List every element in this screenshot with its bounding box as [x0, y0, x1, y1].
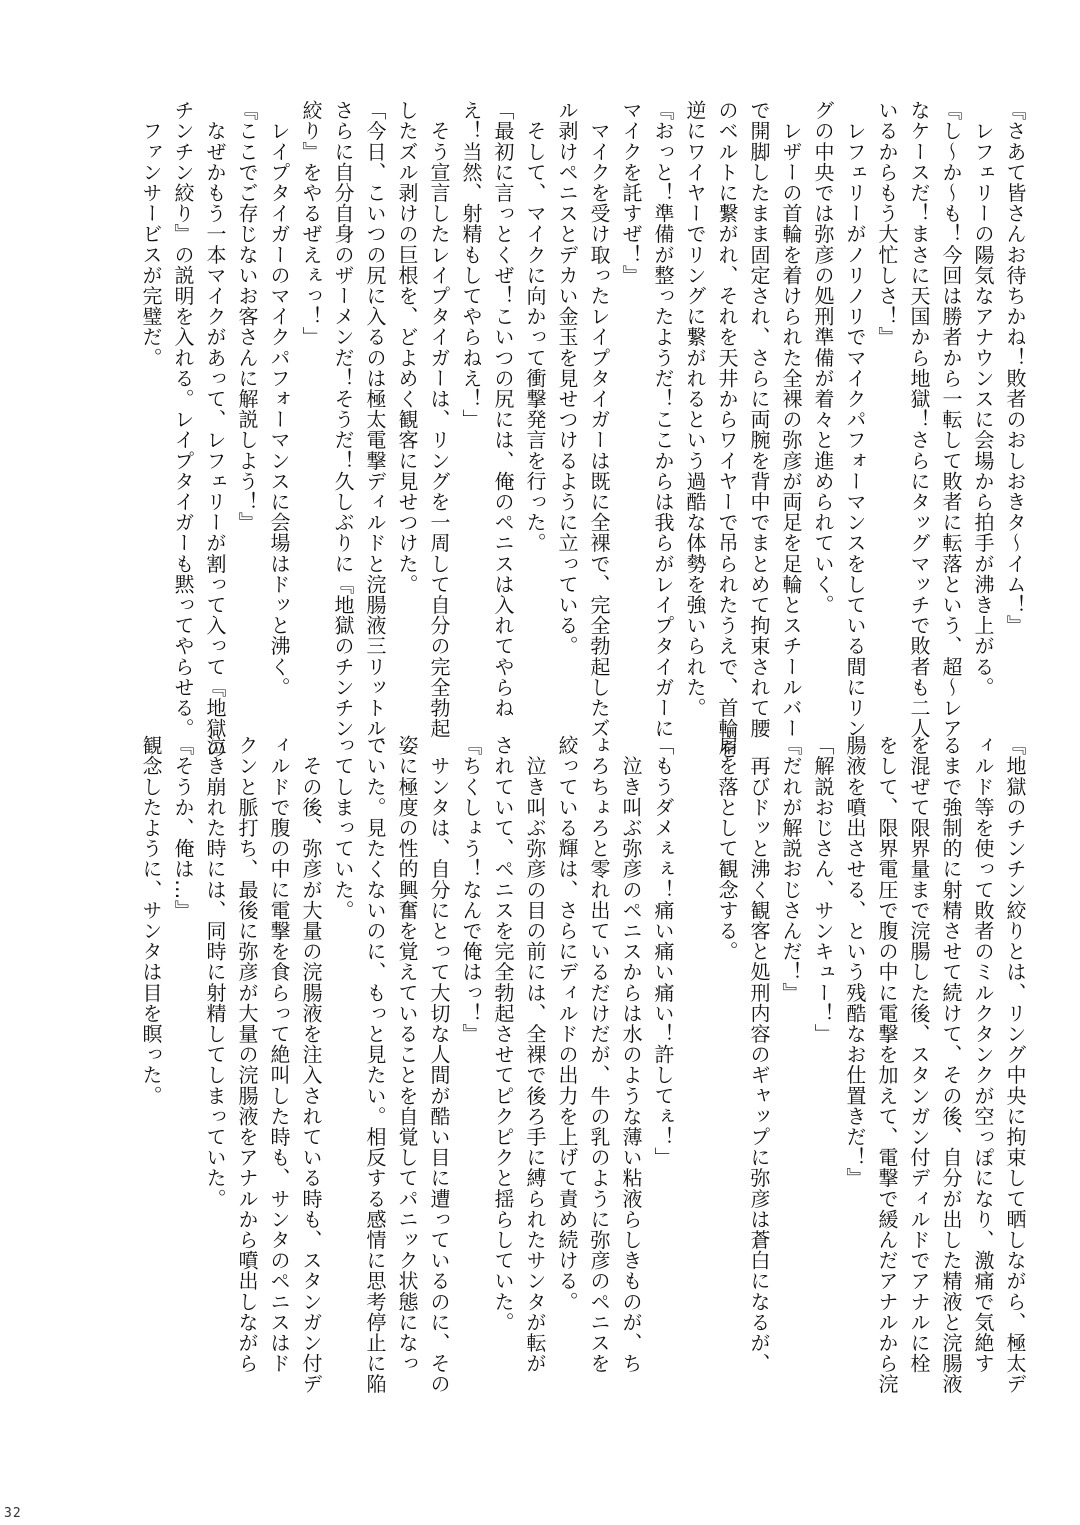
text-column: クンと脈打ち、最後に弥彦が大量の浣腸液をアナルから噴出しながら	[235, 735, 259, 1374]
text-column: え！当然、射精もしてやらねえ！」	[459, 100, 483, 430]
text-column: 『ちくしょう！なんで俺はっ！』	[459, 735, 483, 1044]
text-column: マイクを託すぜ！』	[619, 100, 643, 286]
text-column: 「もうダメぇぇ！痛い痛い痛い！許してぇ！」	[651, 735, 675, 1168]
text-column: したズル剥けの巨根を、どよめく観客に見せつけた。	[395, 100, 419, 595]
text-column: のベルトに繋がれ、それを天井からワイヤーで吊られたうえで、首輪を	[715, 100, 739, 760]
text-column: マイクを受け取ったレイプタイガーは既に全裸で、完全勃起したズ	[587, 100, 611, 739]
text-column: さらに自分自身のザーメンだ！そうだ！久しぶりに『地獄のチンチン	[331, 100, 355, 739]
text-column: そう宣言したレイプタイガーは、リングを一周して自分の完全勃起	[427, 100, 451, 739]
text-column: 「最初に言っとくぜ！こいつの尻には、俺のペニスは入れてやらね	[491, 100, 515, 718]
text-column: サンタは、自分にとって大切な人間が酷い目に遭っているのに、その	[427, 735, 451, 1395]
text-column: なぜかもう一本マイクがあって、レフェリーが割って入って『地獄の	[203, 100, 227, 760]
text-column: 『さあて皆さんお待ちかね！敗者のおしおきタ～イム！』	[1003, 100, 1027, 636]
page-number: 32	[4, 1506, 22, 1521]
text-column: 「今日、こいつの尻に入るのは極太電撃ディルドと浣腸液三リットル、	[363, 100, 387, 760]
text-column: 肩を落として観念する。	[715, 735, 739, 962]
text-column: いるからもう大忙しさ！』	[875, 100, 899, 348]
text-column: 腸液を噴出させる、という残酷なお仕置きだ！』	[843, 735, 867, 1189]
text-column: ょろちょろと零れ出ているだけだが、牛の乳のように弥彦のペニスを	[587, 735, 611, 1374]
lower-text-block	[135, 735, 1031, 1395]
text-column: ル剥けペニスとデカい金玉を見せつけるように立っている。	[555, 100, 579, 657]
text-column: レフェリーの陽気なアナウンスに会場から拍手が沸き上がる。	[971, 100, 995, 698]
text-column: を混ぜて限界量まで浣腸した後、スタンガン付ディルドでアナルに栓	[907, 735, 931, 1374]
text-column: ていた。見たくないのに、もっと見たい。相反する感情に思考停止に陥	[363, 735, 387, 1395]
text-column	[679, 735, 711, 1235]
text-column: されていて、ペニスを完全勃起させてピクピクと揺らしていた。	[491, 735, 515, 1333]
text-column: ファンサービスが完璧だ。	[139, 100, 163, 368]
text-column: 絞り』をやるぜえぇっ！」	[299, 100, 323, 348]
text-column: をして、限界電圧で腹の中に電撃を加えて、電撃で緩んだアナルから浣	[875, 735, 899, 1395]
text-column: 『地獄のチンチン絞りとは、リング中央に拘束して晒しながら、極太デ	[1003, 735, 1027, 1395]
text-column: 『そうか、俺は…』	[171, 735, 195, 921]
text-column: 『おっと！準備が整ったようだ！ここからは我らがレイプタイガーに	[651, 100, 675, 739]
text-column: 『し～か～も！今回は勝者から一転して敗者に転落という、超～レア	[939, 100, 963, 739]
text-column: 逆にワイヤーでリングに繋がれるという過酷な体勢を強いられた。	[683, 100, 707, 718]
text-column: レイプタイガーのマイクパフォーマンスに会場はドッと沸く。	[267, 100, 291, 698]
text-column: るまで強制的に射精させて続けて、その後、自分が出した精液と浣腸液	[939, 735, 963, 1395]
text-column: 泣き叫ぶ弥彦のペニスからは水のような薄い粘液らしきものが、ち	[619, 735, 643, 1374]
text-column: ィルド等を使って敗者のミルクタンクが空っぽになり、激痛で気絶す	[971, 735, 995, 1374]
text-column: 再びドッと沸く観客と処刑内容のギャップに弥彦は蒼白になるが、	[747, 735, 771, 1374]
text-column: チンチン絞り』の説明を入れる。レイプタイガーも黙ってやらせる。	[171, 100, 195, 739]
text-column: 泣き叫ぶ弥彦の目の前には、全裸で後ろ手に縛られたサンタが転が	[523, 735, 547, 1374]
text-column: 「解説おじさん、サンキュー！」	[811, 735, 835, 1044]
text-column: ィルドで腹の中に電撃を食らって絶叫した時も、サンタのペニスはド	[267, 735, 291, 1374]
text-column: そして、マイクに向かって衝撃発言を行った。	[523, 100, 547, 554]
text-column: 『ここでご存じないお客さんに解説しよう！』	[235, 100, 259, 533]
text-column: ってしまっていた。	[331, 735, 355, 921]
text-column: 姿に極度の性的興奮を覚えていることを自覚してパニック状態になっ	[395, 735, 419, 1374]
text-column: 絞っている輝は、さらにディルドの出力を上げて責め続ける。	[555, 735, 579, 1312]
text-column: グの中央では弥彦の処刑準備が着々と進められていく。	[811, 100, 835, 615]
text-column: レフェリーがノリノリでマイクパフォーマンスをしている間にリン	[843, 100, 867, 739]
text-column: レザーの首輪を着けられた全裸の弥彦が両足を足輪とスチールバー	[779, 100, 803, 739]
text-column: 観念したように、サンタは目を瞑った。	[139, 735, 163, 1106]
text-column: その後、弥彦が大量の浣腸液を注入されている時も、スタンガン付デ	[299, 735, 323, 1395]
upper-text-block	[135, 100, 1031, 760]
text-column: で開脚したまま固定され、さらに両腕を背中でまとめて拘束されて腰	[747, 100, 771, 739]
text-column: 『だれが解説おじさんだ！』	[779, 735, 803, 1003]
text-column: なケースだ！まさに天国から地獄！さらにタッグマッチで敗者も二人	[907, 100, 931, 739]
text-column: 泣き崩れた時には、同時に射精してしまっていた。	[203, 735, 227, 1209]
